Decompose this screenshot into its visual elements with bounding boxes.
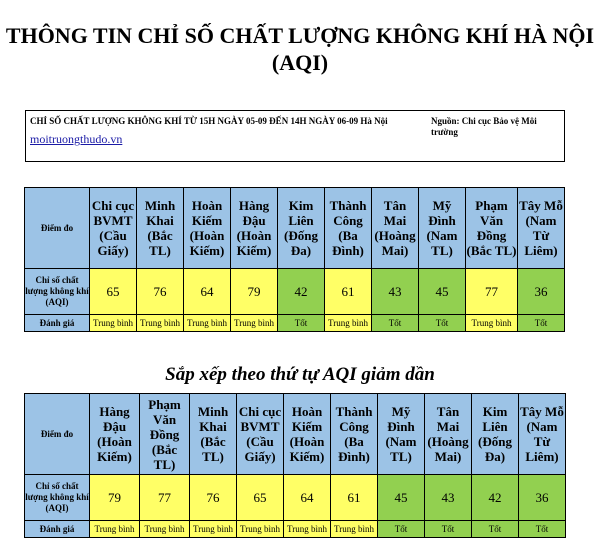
station-header: Mỹ Đình (Nam TL) — [419, 188, 466, 269]
rating-cell: Trung bình — [331, 521, 378, 538]
row-label-point: Điểm đo — [25, 394, 90, 475]
aqi-cell: 77 — [140, 475, 190, 521]
aqi-cell: 43 — [372, 269, 419, 315]
source-text: Nguồn: Chi cục Bảo vệ Môi trường — [431, 116, 537, 137]
station-header: Chi cục BVMT (Cầu Giấy) — [237, 394, 284, 475]
station-header: Tân Mai (Hoàng Mai) — [372, 188, 419, 269]
aqi-cell: 36 — [519, 475, 566, 521]
aqi-cell: 79 — [90, 475, 140, 521]
row-label-rating: Đánh giá — [25, 521, 90, 538]
rating-cell: Trung bình — [137, 315, 184, 332]
aqi-cell: 65 — [237, 475, 284, 521]
rating-cell: Trung bình — [90, 315, 137, 332]
rating-cell: Tốt — [472, 521, 519, 538]
info-box — [25, 110, 565, 162]
row-label-index: Chỉ số chất lượng không khí (AQI) — [25, 475, 90, 521]
rating-cell: Trung bình — [466, 315, 518, 332]
aqi-cell: 76 — [137, 269, 184, 315]
aqi-cell: 45 — [419, 269, 466, 315]
aqi-row — [25, 475, 566, 521]
station-header: Phạm Văn Đồng (Bắc TL) — [466, 188, 518, 269]
aqi-cell: 79 — [231, 269, 278, 315]
aqi-cell: 64 — [284, 475, 331, 521]
rating-cell: Trung bình — [140, 521, 190, 538]
rating-cell: Trung bình — [90, 521, 140, 538]
rating-cell: Trung bình — [284, 521, 331, 538]
station-header: Thành Công (Ba Đình) — [331, 394, 378, 475]
rating-cell: Trung bình — [184, 315, 231, 332]
station-header: Phạm Văn Đồng (Bắc TL) — [140, 394, 190, 475]
rating-row — [25, 315, 565, 332]
station-header: Hoàn Kiếm (Hoàn Kiếm) — [184, 188, 231, 269]
row-label-point: Điểm đo — [25, 188, 90, 269]
aqi-row — [25, 269, 565, 315]
row-label-rating: Đánh giá — [25, 315, 90, 332]
aqi-cell: 65 — [90, 269, 137, 315]
aqi-cell: 42 — [278, 269, 325, 315]
rating-cell: Tốt — [278, 315, 325, 332]
rating-cell: Tốt — [372, 315, 419, 332]
station-header: Mỹ Đình (Nam TL) — [378, 394, 425, 475]
aqi-cell: 42 — [472, 475, 519, 521]
rating-cell: Trung bình — [231, 315, 278, 332]
station-header: Hoàn Kiếm (Hoàn Kiếm) — [284, 394, 331, 475]
station-header: Tân Mai (Hoàng Mai) — [425, 394, 472, 475]
aqi-cell: 76 — [190, 475, 237, 521]
sorted-aqi-table — [24, 393, 566, 538]
station-row — [25, 188, 565, 269]
station-header: Minh Khai (Bắc TL) — [137, 188, 184, 269]
source-link[interactable]: moitruongthudo.vn — [30, 132, 123, 146]
station-header: Tây Mỗ (Nam Từ Liêm) — [518, 188, 565, 269]
station-row — [25, 394, 566, 475]
aqi-cell: 77 — [466, 269, 518, 315]
aqi-cell: 61 — [325, 269, 372, 315]
aqi-cell: 45 — [378, 475, 425, 521]
rating-cell: Trung bình — [190, 521, 237, 538]
rating-cell: Tốt — [378, 521, 425, 538]
page-title: THÔNG TIN CHỈ SỐ CHẤT LƯỢNG KHÔNG KHÍ HÀ NỘI (AQI) — [5, 23, 595, 75]
rating-cell: Tốt — [419, 315, 466, 332]
rating-cell: Trung bình — [237, 521, 284, 538]
station-header: Hàng Đậu (Hoàn Kiếm) — [90, 394, 140, 475]
station-header: Kim Liên (Đống Đa) — [472, 394, 519, 475]
rating-cell: Trung bình — [325, 315, 372, 332]
aqi-cell: 43 — [425, 475, 472, 521]
station-header: Minh Khai (Bắc TL) — [190, 394, 237, 475]
sorted-title: Sắp xếp theo thứ tự AQI giảm dần — [165, 364, 435, 385]
station-header: Kim Liên (Đống Đa) — [278, 188, 325, 269]
rating-cell: Tốt — [518, 315, 565, 332]
station-header: Tây Mỗ (Nam Từ Liêm) — [519, 394, 566, 475]
station-header: Hàng Đậu (Hoàn Kiếm) — [231, 188, 278, 269]
rating-cell: Tốt — [519, 521, 566, 538]
period-text: CHỈ SỐ CHẤT LƯỢNG KHÔNG KHÍ TỪ 15H NGÀY 05-09 ĐẾN 14H NGÀY 06-09 Hà Nội — [30, 116, 388, 126]
station-header: Chi cục BVMT (Cầu Giấy) — [90, 188, 137, 269]
aqi-cell: 36 — [518, 269, 565, 315]
aqi-table — [24, 187, 565, 332]
aqi-cell: 64 — [184, 269, 231, 315]
aqi-cell: 61 — [331, 475, 378, 521]
row-label-index: Chỉ số chất lượng không khí (AQI) — [25, 269, 90, 315]
rating-cell: Tốt — [425, 521, 472, 538]
station-header: Thành Công (Ba Đình) — [325, 188, 372, 269]
